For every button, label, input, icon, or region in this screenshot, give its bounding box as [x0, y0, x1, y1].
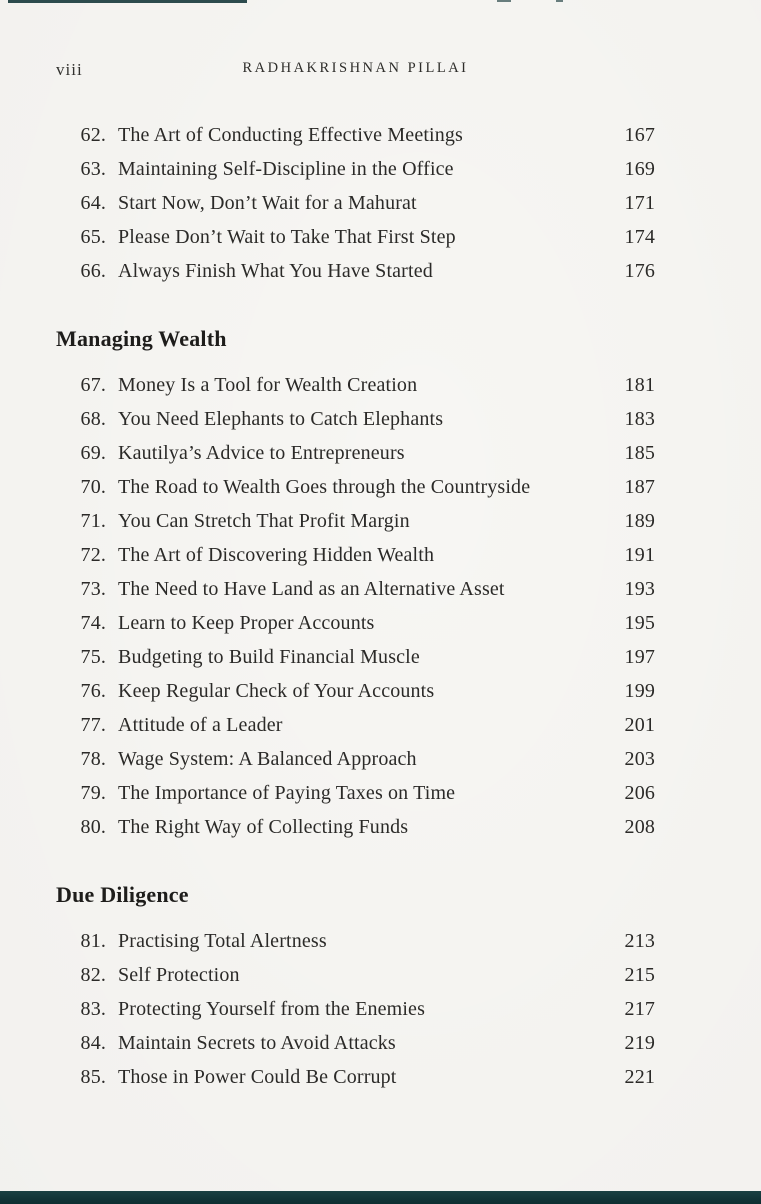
toc-entry [56, 958, 655, 992]
toc-entry-title: Always Finish What You Have Started [118, 260, 433, 282]
toc-entry-title: The Art of Conducting Effective Meetings [118, 124, 463, 146]
toc-entry-title: Those in Power Could Be Corrupt [118, 1066, 397, 1088]
scan-artifact-bottom-edge [0, 1191, 761, 1204]
toc-entry-page-number: 185 [624, 442, 655, 464]
toc-entry-number: 80. [80, 816, 106, 838]
toc-entry-number: 66. [80, 260, 106, 282]
toc-entry-number: 70. [80, 476, 106, 498]
toc-entry-page-number: 171 [624, 192, 655, 214]
toc-entry-title: Attitude of a Leader [118, 714, 283, 736]
scan-artifact-speck [497, 0, 511, 2]
toc-entry-title: You Need Elephants to Catch Elephants [118, 408, 444, 430]
toc-entry-number: 85. [80, 1066, 106, 1088]
toc-entry-page-number: 203 [624, 748, 655, 770]
toc-entry [56, 504, 655, 538]
toc-section-heading: Managing Wealth [56, 326, 227, 351]
toc-entry-title: The Need to Have Land as an Alternative Asset [118, 578, 505, 600]
toc-entry-number: 74. [80, 612, 106, 634]
toc-entry-number: 68. [80, 408, 106, 430]
toc-entry [56, 220, 655, 254]
toc-entry-number: 67. [80, 374, 106, 396]
toc-entry-title: Protecting Yourself from the Enemies [118, 998, 426, 1020]
toc-entry-number: 79. [80, 782, 106, 804]
toc-entry-title: Money Is a Tool for Wealth Creation [118, 374, 418, 396]
toc-entry-page-number: 217 [624, 998, 655, 1020]
toc-entry-title: Self Protection [118, 964, 240, 986]
toc-entry-page-number: 199 [624, 680, 655, 702]
toc-entry-number: 72. [80, 544, 106, 566]
toc-entry-title: Kautilya’s Advice to Entrepreneurs [118, 442, 405, 464]
toc-entry-number: 75. [80, 646, 106, 668]
toc-entry-page-number: 169 [624, 158, 655, 180]
toc-entry-number: 84. [80, 1032, 106, 1054]
toc-section-heading: Due Diligence [56, 882, 189, 907]
toc-entry-page-number: 176 [624, 260, 655, 282]
toc-entry [56, 368, 655, 402]
toc-entry-number: 65. [80, 226, 106, 248]
toc-entry [56, 254, 655, 288]
toc-entry-title: The Road to Wealth Goes through the Countryside [118, 476, 531, 498]
toc-entry [56, 742, 655, 776]
toc-entry [56, 1026, 655, 1060]
toc-entry-title: Practising Total Alertness [118, 930, 327, 952]
toc-entry-page-number: 201 [624, 714, 655, 736]
toc-entry-title: The Right Way of Collecting Funds [118, 816, 409, 838]
toc-entry-title: Maintaining Self-Discipline in the Office [118, 158, 454, 180]
toc-entry-number: 71. [80, 510, 106, 532]
toc-entry [56, 810, 655, 844]
toc-entry [56, 776, 655, 810]
toc-entry-title: Learn to Keep Proper Accounts [118, 612, 375, 634]
toc-entry [56, 708, 655, 742]
toc-entry-number: 64. [80, 192, 106, 214]
toc-entry-number: 63. [80, 158, 106, 180]
toc-entry [56, 640, 655, 674]
toc-entry-page-number: 208 [624, 816, 655, 838]
toc-entry-page-number: 183 [624, 408, 655, 430]
toc-entry [56, 186, 655, 220]
toc-entry [56, 674, 655, 708]
table-of-contents [56, 118, 655, 1094]
running-header [56, 60, 655, 80]
toc-entry-page-number: 219 [624, 1032, 655, 1054]
toc-entry [56, 606, 655, 640]
toc-entry [56, 436, 655, 470]
toc-entry-title: The Importance of Paying Taxes on Time [118, 782, 456, 804]
toc-entry-title: Please Don’t Wait to Take That First Step [118, 226, 456, 248]
toc-entry-page-number: 189 [624, 510, 655, 532]
toc-entry [56, 538, 655, 572]
toc-entry [56, 470, 655, 504]
toc-entry-page-number: 221 [624, 1066, 655, 1088]
toc-entry [56, 1060, 655, 1094]
toc-entry-page-number: 193 [624, 578, 655, 600]
toc-entry [56, 992, 655, 1026]
toc-entry-page-number: 174 [624, 226, 655, 248]
toc-entry-number: 62. [80, 124, 106, 146]
toc-entry-page-number: 197 [624, 646, 655, 668]
toc-entry-page-number: 206 [624, 782, 655, 804]
toc-entry-page-number: 181 [624, 374, 655, 396]
toc-entry [56, 402, 655, 436]
toc-entry [56, 924, 655, 958]
toc-entry-title: Keep Regular Check of Your Accounts [118, 680, 435, 702]
toc-entry-page-number: 187 [624, 476, 655, 498]
toc-entry [56, 572, 655, 606]
toc-entry-number: 78. [80, 748, 106, 770]
toc-entry-title: Maintain Secrets to Avoid Attacks [118, 1032, 396, 1054]
toc-entry-number: 73. [80, 578, 106, 600]
toc-entry-number: 77. [80, 714, 106, 736]
toc-entry-page-number: 215 [624, 964, 655, 986]
running-header-title: RADHAKRISHNAN PILLAI [242, 60, 469, 76]
toc-entry [56, 118, 655, 152]
toc-entry-number: 69. [80, 442, 106, 464]
toc-entry-number: 76. [80, 680, 106, 702]
toc-entry-title: Start Now, Don’t Wait for a Mahurat [118, 192, 417, 214]
toc-entry-title: You Can Stretch That Profit Margin [118, 510, 410, 532]
folio-page-number: viii [56, 60, 83, 79]
toc-entry [56, 152, 655, 186]
toc-entry-page-number: 191 [624, 544, 655, 566]
toc-entry-title: Wage System: A Balanced Approach [118, 748, 417, 770]
toc-entry-title: The Art of Discovering Hidden Wealth [118, 544, 435, 566]
toc-entry-page-number: 213 [624, 930, 655, 952]
toc-entry-number: 81. [80, 930, 106, 952]
toc-entry-page-number: 167 [624, 124, 655, 146]
scan-artifact-speck [556, 0, 563, 2]
scan-artifact-top-edge [8, 0, 247, 3]
toc-entry-number: 83. [80, 998, 106, 1020]
toc-entry-number: 82. [80, 964, 106, 986]
toc-entry-title: Budgeting to Build Financial Muscle [118, 646, 420, 668]
toc-entry-page-number: 195 [624, 612, 655, 634]
